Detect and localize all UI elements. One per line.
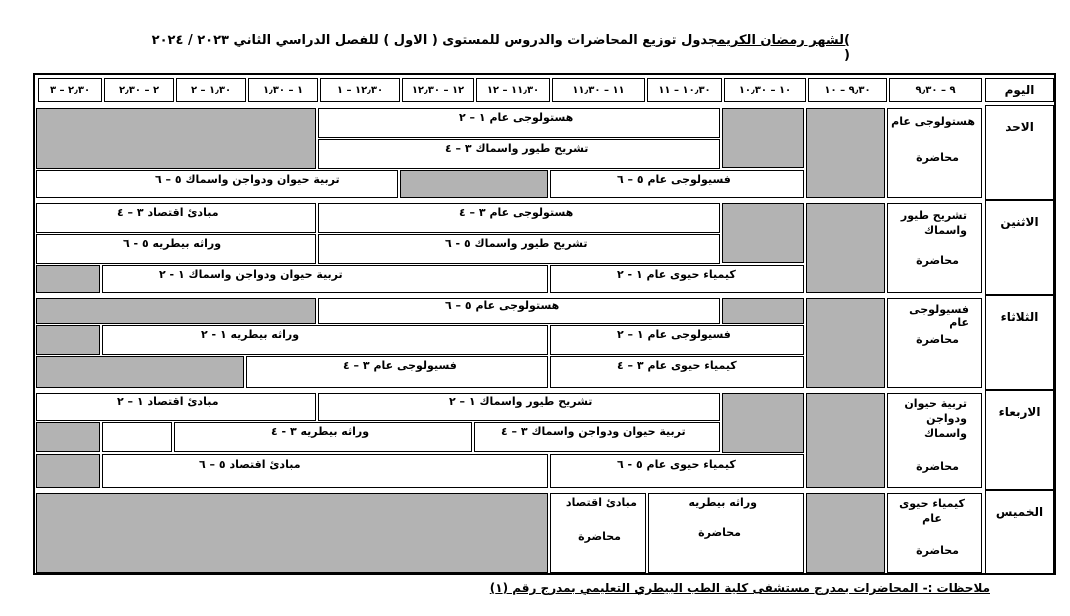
- mon-row1a-text: هستولوجى عام ٣ – ٤: [459, 206, 574, 219]
- tue-row3b-text: فسيولوجى عام ٣ – ٤: [343, 359, 457, 372]
- title-underlined: لشهر رمضان الكريم: [717, 33, 845, 48]
- tue-row2a-text: فسيولوجى عام ١ – ٢: [617, 328, 731, 341]
- tue-row2b: [102, 325, 548, 355]
- mon-row2b: [36, 234, 316, 264]
- wed-row1a: [318, 393, 720, 421]
- mon-lecture-subject: تشريح طيور واسماك: [900, 209, 967, 237]
- mon-lecture-label: محاضرة: [916, 254, 959, 267]
- tue-gray-4: [36, 325, 100, 355]
- notes-text: ملاحظات :- المحاضرات بمدرج مستشفى كلية الطب البيطري التعليمي بمدرج رقم (١): [489, 581, 990, 595]
- wed-row1b-text: مبادئ اقتصاد ١ – ٢: [117, 395, 219, 408]
- header-slot-6: ١١٫٣٠ – ١٢: [476, 78, 550, 102]
- tue-gray-1: [806, 298, 885, 388]
- mon-row2a-text: تشريح طيور واسماك ٥ - ٦: [445, 237, 588, 250]
- wed-lecture-subject: تربية حيوان ودواجن واسماك: [904, 397, 967, 440]
- header-slot-12: ٢٫٣٠ – ٣: [38, 78, 102, 102]
- mon-row2b-text: وراثه بيطريه ٥ - ٦: [123, 237, 222, 250]
- tue-lecture-label: محاضرة: [916, 333, 959, 346]
- mon-gray-2: [722, 203, 804, 263]
- day-sun: الاحد: [985, 105, 1054, 200]
- mon-row1b: [36, 203, 316, 233]
- notes: [300, 580, 990, 596]
- thu-lecture3-label: محاضرة: [578, 530, 621, 543]
- sun-lecture-label: محاضرة: [916, 151, 959, 164]
- wed-row2b: [174, 422, 472, 452]
- sun-lecture-subject: هستولوجى عام: [891, 115, 975, 128]
- day-wed: الاربعاء: [985, 390, 1054, 490]
- header-slot-3: ١٠ – ١٠٫٣٠: [724, 78, 806, 102]
- wed-row3b: [102, 454, 548, 488]
- tue-gray-3: [36, 298, 316, 324]
- wed-row2b-text: وراثه بيطريه ٣ - ٤: [271, 425, 370, 438]
- wed-gray-1: [806, 393, 885, 488]
- mon-row1a: [318, 203, 720, 233]
- header-slot-9: ١ – ١٫٣٠: [248, 78, 318, 102]
- tue-row2b-text: وراثه بيطريه ١ - ٢: [201, 328, 300, 341]
- sun-row1: [318, 108, 720, 138]
- thu-lecture2-subject: وراثه بيطريه: [688, 496, 757, 509]
- wed-row3a-text: كيمياء حيوى عام ٥ - ٦: [617, 458, 736, 471]
- title-main: جدول توزيع المحاضرات والدروس للمستوى ( الاول ) للفصل الدراسي الثاني ٢٠٢٣ / ٢٠٢٤ (: [151, 33, 850, 63]
- thu-lecture-subject: كيمياء حيوى عام: [899, 497, 965, 525]
- header-slot-8: ١٢٫٣٠ – ١: [320, 78, 400, 102]
- wed-row2-blank: [102, 422, 172, 452]
- sun-gray-4: [400, 170, 548, 198]
- wed-lecture-label: محاضرة: [916, 460, 959, 473]
- mon-row3b: [102, 265, 548, 293]
- sun-row3b: [36, 170, 398, 198]
- day-tue: الثلاثاء: [985, 295, 1054, 390]
- tue-row3b: [246, 356, 548, 388]
- wed-gray-2: [722, 393, 804, 453]
- wed-row2a-text: تربية حيوان ودواجن واسماك ٣ – ٤: [501, 425, 686, 438]
- mon-row3b-text: تربية حيوان ودواجن واسماك ١ - ٢: [159, 268, 343, 281]
- thu-lecture-label: محاضرة: [916, 544, 959, 557]
- day-thu: الخميس: [985, 490, 1054, 574]
- header-day: اليوم: [985, 78, 1054, 102]
- title-close: ): [844, 33, 850, 48]
- tue-row1-text: هستولوجى عام ٥ – ٦: [445, 299, 560, 312]
- header-slot-5: ١١ – ١١٫٣٠: [552, 78, 645, 102]
- header-slot-1: ٩ – ٩٫٣٠: [889, 78, 982, 102]
- wed-gray-3: [36, 422, 100, 452]
- wed-lecture-cell: [887, 393, 982, 488]
- mon-row1b-text: مبادئ اقتصاد ٣ – ٤: [117, 206, 219, 219]
- tue-lecture-subject: فسيولوجى عام: [909, 303, 969, 329]
- tue-gray-5: [36, 356, 244, 388]
- wed-row1b: [36, 393, 316, 421]
- wed-row1a-text: تشريح طيور واسماك ١ – ٢: [449, 395, 593, 408]
- mon-lecture-cell: [887, 203, 982, 293]
- sun-lecture-cell: [887, 108, 982, 198]
- day-mon: الاثنين: [985, 200, 1054, 295]
- sun-row1-text: هستولوجى عام ١ – ٢: [459, 111, 574, 124]
- mon-row3a: [550, 265, 804, 293]
- thu-lecture2-label: محاضرة: [698, 526, 741, 539]
- header-slot-10: ١٫٣٠ – ٢: [176, 78, 246, 102]
- thu-gray-2: [36, 493, 548, 573]
- sun-row2-text: تشريح طيور واسماك ٣ – ٤: [445, 142, 589, 155]
- tue-gray-2: [722, 298, 804, 324]
- tue-lecture-cell: [887, 298, 982, 388]
- wed-row3a: [550, 454, 804, 488]
- header-slot-2: ٩٫٣٠ – ١٠: [808, 78, 887, 102]
- mon-row2a: [318, 234, 720, 264]
- wed-row2a: [474, 422, 720, 452]
- sun-gray-1: [806, 108, 885, 198]
- schedule-title: [150, 33, 850, 63]
- thu-lecture2-cell: [648, 493, 804, 573]
- header-slot-11: ٢ – ٢٫٣٠: [104, 78, 174, 102]
- thu-gray-1: [806, 493, 885, 573]
- mon-row3a-text: كيمياء حيوى عام ١ - ٢: [617, 268, 736, 281]
- mon-gray-1: [806, 203, 885, 293]
- sun-row3a-text: فسيولوجى عام ٥ – ٦: [617, 173, 731, 186]
- tue-row1: [318, 298, 720, 324]
- header-slot-4: ١٠٫٣٠ – ١١: [647, 78, 722, 102]
- tue-row3a: [550, 356, 804, 388]
- sun-row2: [318, 139, 720, 169]
- wed-row3b-text: مبادئ اقتصاد ٥ – ٦: [199, 458, 301, 471]
- sun-gray-2: [722, 108, 804, 168]
- wed-gray-4: [36, 454, 100, 488]
- thu-lecture-cell: [887, 493, 982, 573]
- header-slot-7: ١٢ – ١٢٫٣٠: [402, 78, 474, 102]
- sun-row3a: [550, 170, 804, 198]
- tue-row2a: [550, 325, 804, 355]
- mon-gray-3: [36, 265, 100, 293]
- sun-gray-3: [36, 108, 316, 169]
- sun-row3b-text: تربية حيوان ودواجن واسماك ٥ – ٦: [155, 173, 340, 186]
- thu-lecture3-subject: مبادئ اقتصاد: [565, 496, 637, 509]
- thu-lecture3-cell: [550, 493, 646, 573]
- tue-row3a-text: كيمياء حيوى عام ٣ – ٤: [617, 359, 737, 372]
